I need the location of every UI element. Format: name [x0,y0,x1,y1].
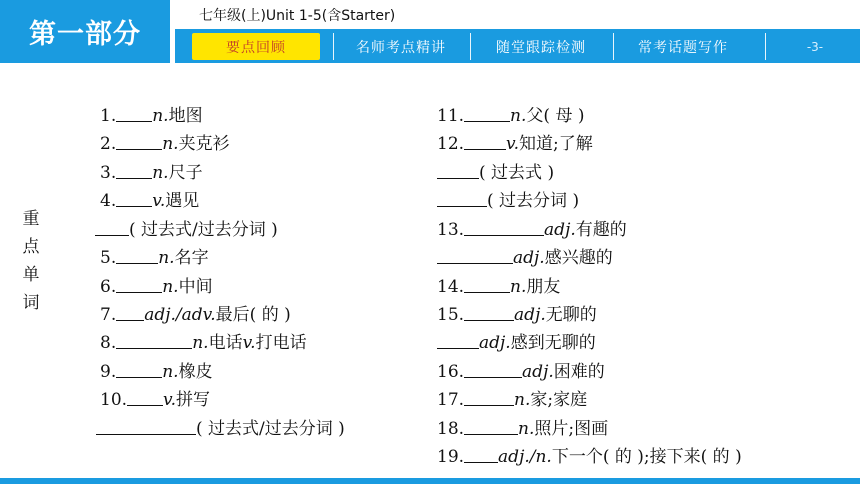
tab-key-points-review[interactable]: 要点回顾 [192,33,320,60]
side-label-key-words [20,205,42,317]
list-item: 15. adj.无聊的 [437,305,597,325]
answer-blank[interactable] [437,248,513,264]
side-label-char: 重 [22,209,40,229]
side-label-char: 单 [22,265,40,285]
list-item: 6. n.中间 [100,277,213,297]
tab-in-class-tracking[interactable]: 随堂跟踪检测 [496,39,586,56]
bottom-rule [0,478,860,484]
list-item: 10. v.拼写 [100,390,211,410]
answer-blank[interactable] [437,191,487,207]
answer-blank[interactable] [116,333,192,349]
part-label: 第一部分 [0,0,170,63]
tab-divider [613,33,614,60]
list-item: 3. n.尺子 [100,163,203,183]
answer-blank[interactable] [437,333,479,349]
answer-blank[interactable] [464,220,544,236]
list-item: 19. adj./n.下一个( 的 );接下来( 的 ) [437,447,742,467]
list-item: 11. n.父( 母 ) [437,106,585,126]
answer-blank[interactable] [464,106,510,122]
answer-blank[interactable] [116,191,152,207]
answer-blank[interactable] [116,248,158,264]
list-item: 12. v.知道;了解 [437,134,593,154]
list-item: 14. n.朋友 [437,277,561,297]
list-item: 17. n.家;家庭 [437,390,588,410]
list-item: 16. adj.困难的 [437,362,605,382]
unit-title: 七年级(上)Unit 1-5(含Starter) [199,8,396,24]
answer-blank[interactable] [116,362,162,378]
answer-blank[interactable] [437,163,479,179]
list-item: adj.感兴趣的 [437,248,613,268]
list-item: ( 过去分词 ) [437,191,579,211]
answer-blank[interactable] [464,447,498,463]
list-item: 8. n.电话v.打电话 [100,333,307,353]
side-label-char: 点 [22,237,40,257]
tab-teacher-explanation[interactable]: 名师考点精讲 [356,39,446,56]
list-item: ( 过去式/过去分词 ) [96,419,345,439]
tab-divider [765,33,766,60]
answer-blank[interactable] [116,106,152,122]
list-item: adj.感到无聊的 [437,333,596,353]
list-item: 7. adj./adv.最后( 的 ) [100,305,291,325]
list-item: 4. v.遇见 [100,191,200,211]
list-item: 9. n.橡皮 [100,362,213,382]
tab-divider [470,33,471,60]
answer-blank[interactable] [95,220,129,236]
answer-blank[interactable] [127,390,163,406]
answer-blank[interactable] [116,163,152,179]
answer-blank[interactable] [464,277,510,293]
answer-blank[interactable] [116,134,162,150]
tab-topic-writing[interactable]: 常考话题写作 [638,39,728,56]
answer-blank[interactable] [464,134,506,150]
header-bar [0,0,860,63]
list-item: ( 过去式 ) [437,163,554,183]
list-item: 5. n.名字 [100,248,209,268]
list-item: 2. n.夹克衫 [100,134,230,154]
answer-blank[interactable] [116,277,162,293]
answer-blank[interactable] [116,305,144,321]
answer-blank[interactable] [464,305,514,321]
list-item: ( 过去式/过去分词 ) [95,220,278,240]
list-item: 13. adj.有趣的 [437,220,627,240]
page-number: -3- [806,39,824,54]
answer-blank[interactable] [96,419,196,435]
list-item: 1. n.地图 [100,106,203,126]
tab-divider [333,33,334,60]
answer-blank[interactable] [464,390,514,406]
list-item: 18. n.照片;图画 [437,419,609,439]
side-label-char: 词 [22,293,40,313]
answer-blank[interactable] [464,419,518,435]
answer-blank[interactable] [464,362,522,378]
